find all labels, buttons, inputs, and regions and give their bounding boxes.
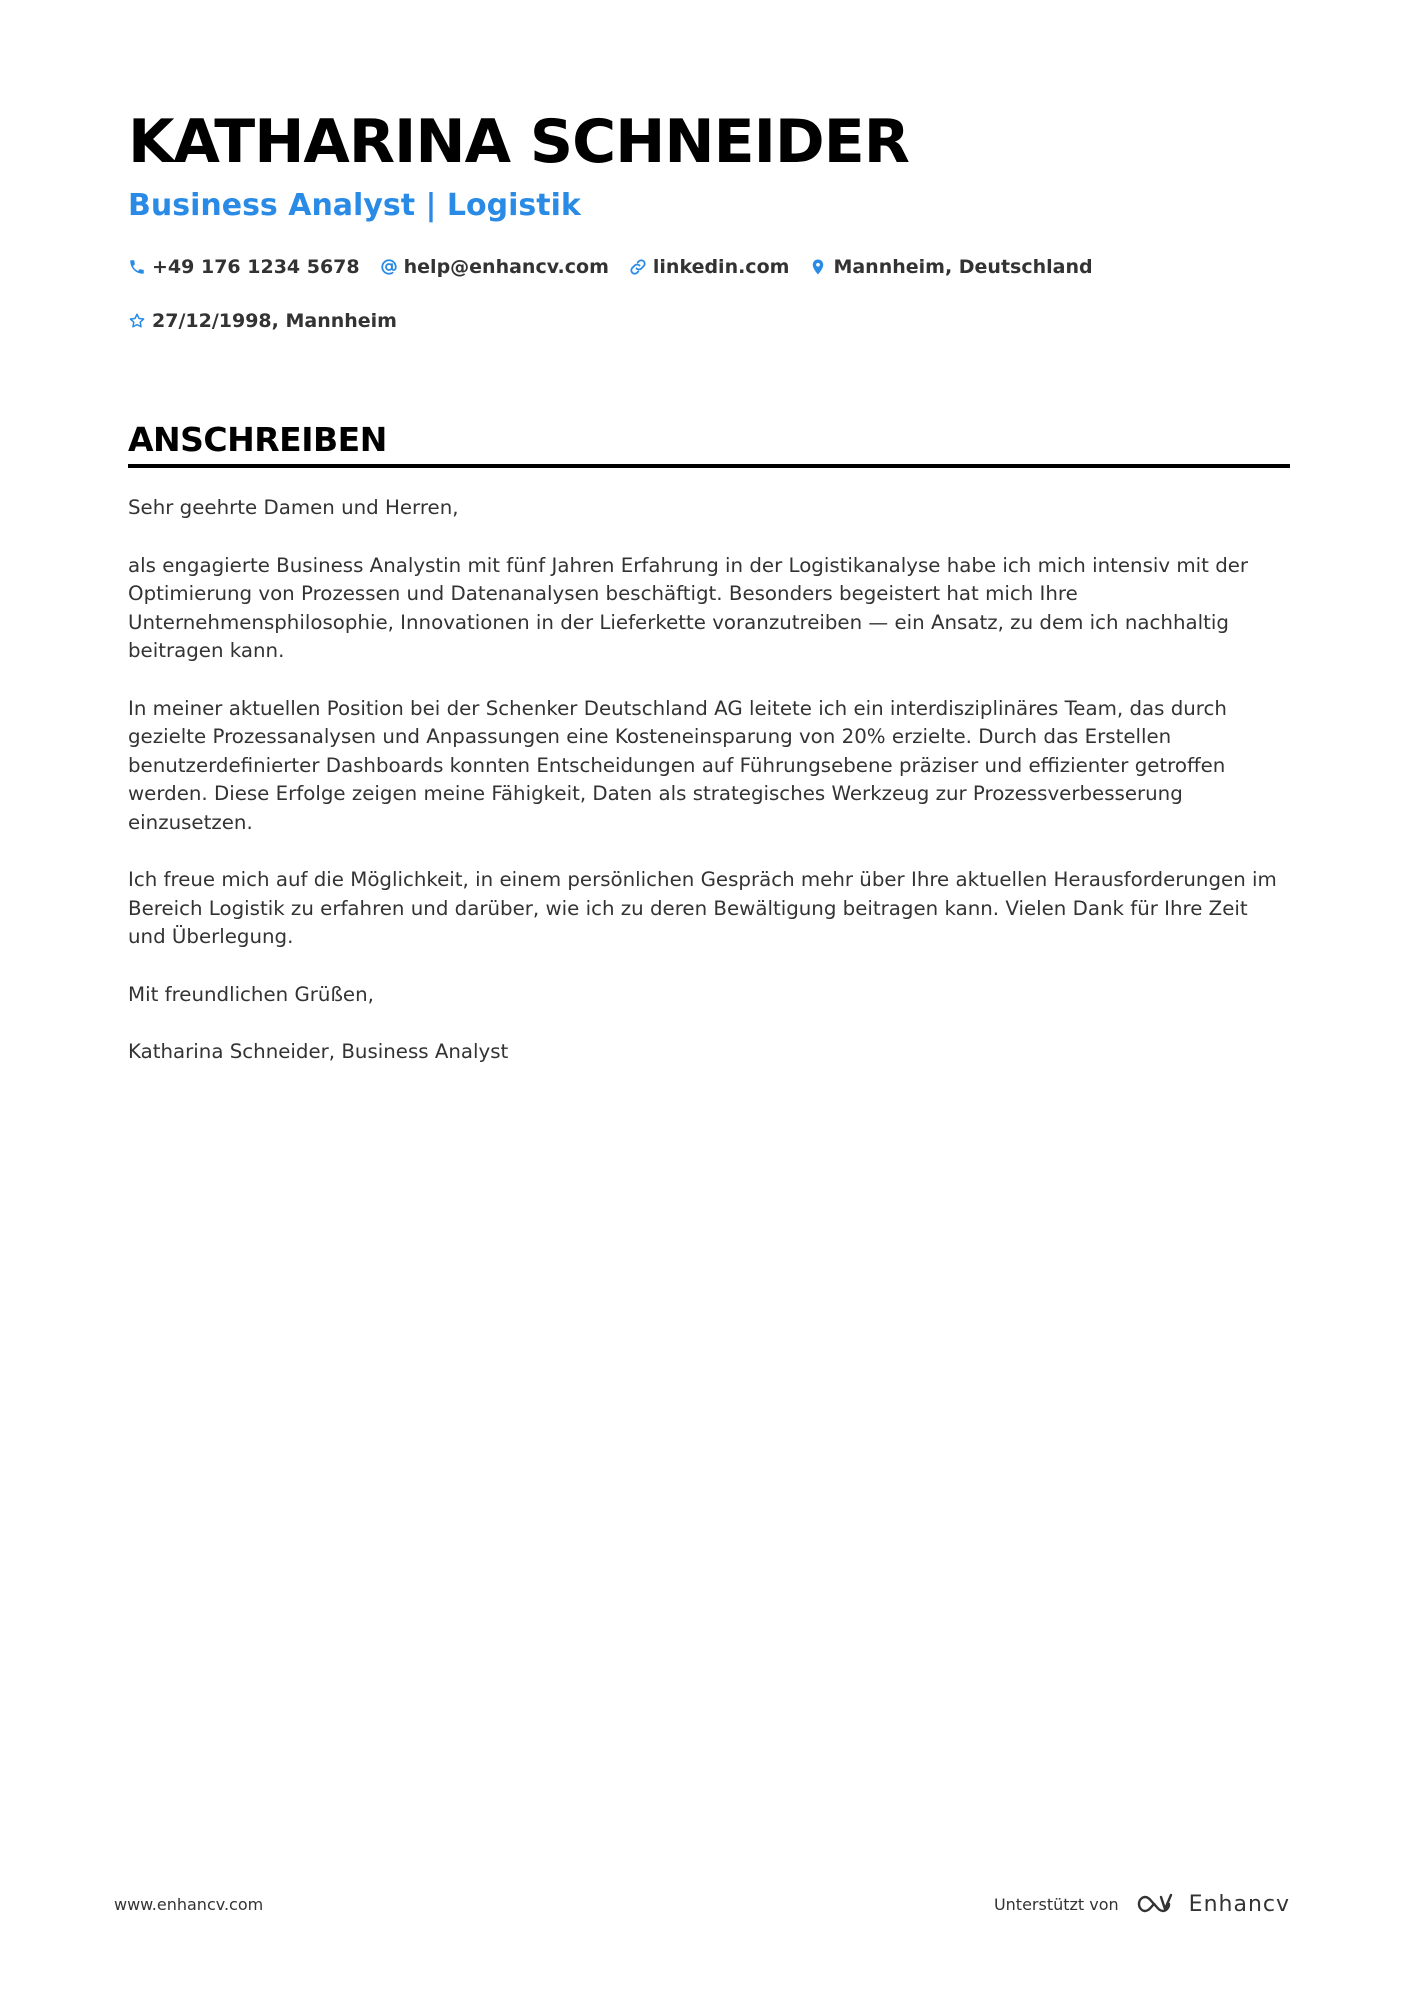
birth-text: 27/12/1998, Mannheim <box>152 310 397 332</box>
powered-by-text: Unterstützt von <box>993 1894 1119 1914</box>
letter-paragraph-3: Ich freue mich auf die Möglichkeit, in einem persönlichen Gespräch mehr über Ihre aktuellen Herausforderungen im Bereich Logistik zu erfahren und darüber, wie ich zu deren Bewältigung beitragen kann. Vielen Dank für Ihre Zeit und Überlegung. <box>128 868 1277 948</box>
contact-email[interactable] <box>380 254 609 280</box>
footer-branding <box>994 1884 1290 1924</box>
star-icon <box>128 312 146 330</box>
map-pin-icon <box>809 258 827 276</box>
brand-name: Enhancv <box>1188 1891 1290 1917</box>
letter-signature: Katharina Schneider, Business Analyst <box>128 1040 509 1063</box>
letter-salutation: Sehr geehrte Damen und Herren, <box>128 496 459 519</box>
enhancv-logo[interactable] <box>1131 1891 1290 1917</box>
at-icon <box>380 258 398 276</box>
phone-icon <box>128 258 146 276</box>
link-icon <box>629 258 647 276</box>
linkedin-text: linkedin.com <box>652 256 790 278</box>
letter-paragraph-1: als engagierte Business Analystin mit fünf Jahren Erfahrung in der Logistikanalyse habe ich mich intensiv mit der Optimierung von Prozessen und Datenanalysen beschäftigt. Besonders begeistert hat mich Ihre Unternehmensphilosophie, Innovationen in der Lieferkette voranzutreiben — ein Ansatz, zu dem ich nachhaltig beitragen kann. <box>128 553 1249 662</box>
contact-info <box>128 254 1128 334</box>
email-text: help@enhancv.com <box>403 256 609 278</box>
letter-paragraph-2: In meiner aktuellen Position bei der Schenker Deutschland AG leitete ich ein interdisziplinäres Team, das durch gezielte Prozessanalysen und Anpassungen eine Kosteneinsparung von 20% erzielte. Durch das Erstellen benutzerdefinierter Dashboards konnten Entscheidungen auf Führungsebene präziser und effizienter getroffen werden. Diese Erfolge zeigen meine Fähigkeit, Daten als strategisches Werkzeug zur Prozessverbesserung einzusetzen. <box>128 696 1227 834</box>
letter-body <box>128 494 1290 1067</box>
applicant-name: KATHARINA SCHNEIDER <box>128 107 909 177</box>
section-divider <box>128 464 1290 468</box>
contact-location <box>809 254 1092 280</box>
section-title: ANSCHREIBEN <box>128 420 387 459</box>
location-text: Mannheim, Deutschland <box>833 256 1093 278</box>
cover-letter-page <box>128 104 1290 1096</box>
enhancv-logo-icon <box>1131 1891 1177 1917</box>
footer-website[interactable]: www.enhancv.com <box>114 1895 264 1914</box>
contact-linkedin[interactable] <box>629 254 790 280</box>
contact-phone[interactable] <box>128 254 360 280</box>
contact-birth <box>128 308 397 334</box>
phone-text: +49 176 1234 5678 <box>152 256 360 278</box>
job-title: Business Analyst | Logistik <box>128 188 581 223</box>
letter-closing: Mit freundlichen Grüßen, <box>128 982 374 1006</box>
